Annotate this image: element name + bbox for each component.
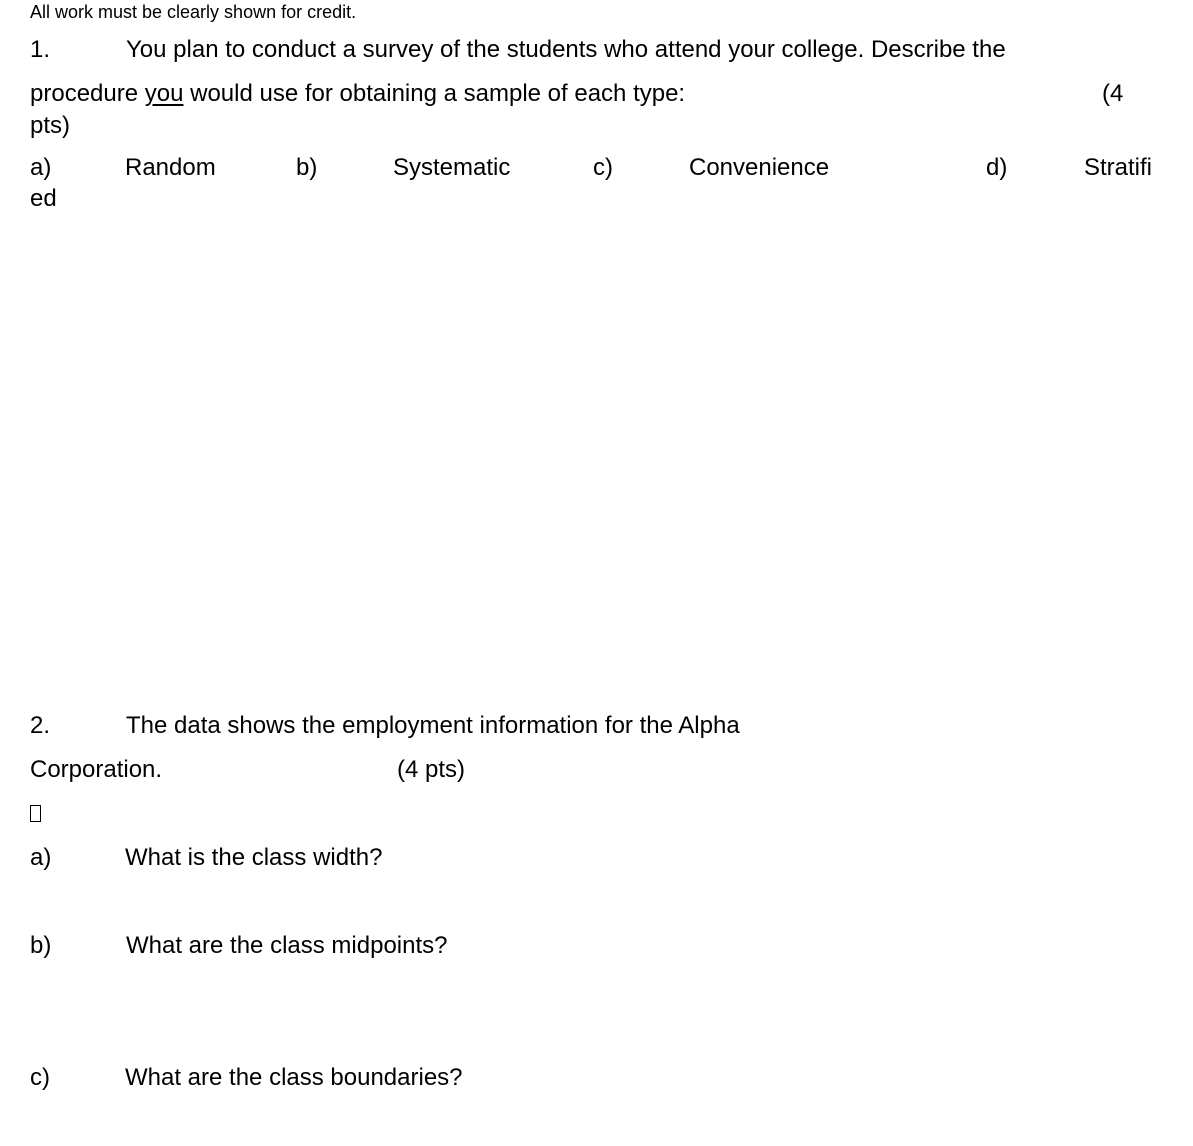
q1-points-part2: pts) bbox=[30, 112, 71, 139]
q2-part-c-text: What are the class boundaries? bbox=[125, 1064, 463, 1091]
q1-option-b-label: Systematic bbox=[393, 154, 511, 181]
q2-part-b-letter: b) bbox=[30, 932, 52, 959]
q2-part-b-text: What are the class midpoints? bbox=[126, 932, 448, 959]
q2-points: (4 pts) bbox=[397, 756, 466, 783]
q1-option-c-label: Convenience bbox=[689, 154, 830, 181]
q1-option-b-letter: b) bbox=[296, 154, 318, 181]
q2-line1: The data shows the employment information for the Alpha bbox=[126, 712, 740, 739]
q1-line2-after: would use for obtaining a sample of each type: bbox=[183, 80, 686, 107]
q1-points-part1: (4 bbox=[1102, 80, 1124, 107]
q2-part-a-text: What is the class width? bbox=[125, 844, 383, 871]
q1-option-a-label: Random bbox=[125, 154, 216, 181]
q1-option-a-letter: a) bbox=[30, 154, 52, 181]
q1-option-d-label: Stratifi bbox=[1084, 154, 1153, 181]
q2-part-a-letter: a) bbox=[30, 844, 52, 871]
q2-line2: Corporation. bbox=[30, 756, 163, 783]
q1-wrap-tail: ed bbox=[30, 185, 57, 212]
q1-line2-underlined: you bbox=[144, 80, 184, 107]
missing-image-icon bbox=[30, 805, 41, 822]
instruction-text: All work must be clearly shown for credit. bbox=[30, 2, 357, 22]
q1-option-d-letter: d) bbox=[986, 154, 1008, 181]
q1-line2 bbox=[30, 82, 685, 106]
q2-number: 2. bbox=[30, 712, 51, 739]
q2-part-c-letter: c) bbox=[30, 1064, 50, 1091]
q1-line1: You plan to conduct a survey of the students who attend your college. Describe the bbox=[126, 36, 1006, 63]
q1-option-c-letter: c) bbox=[593, 154, 613, 181]
q1-number: 1. bbox=[30, 36, 51, 63]
q1-line2-before: procedure bbox=[30, 80, 145, 107]
